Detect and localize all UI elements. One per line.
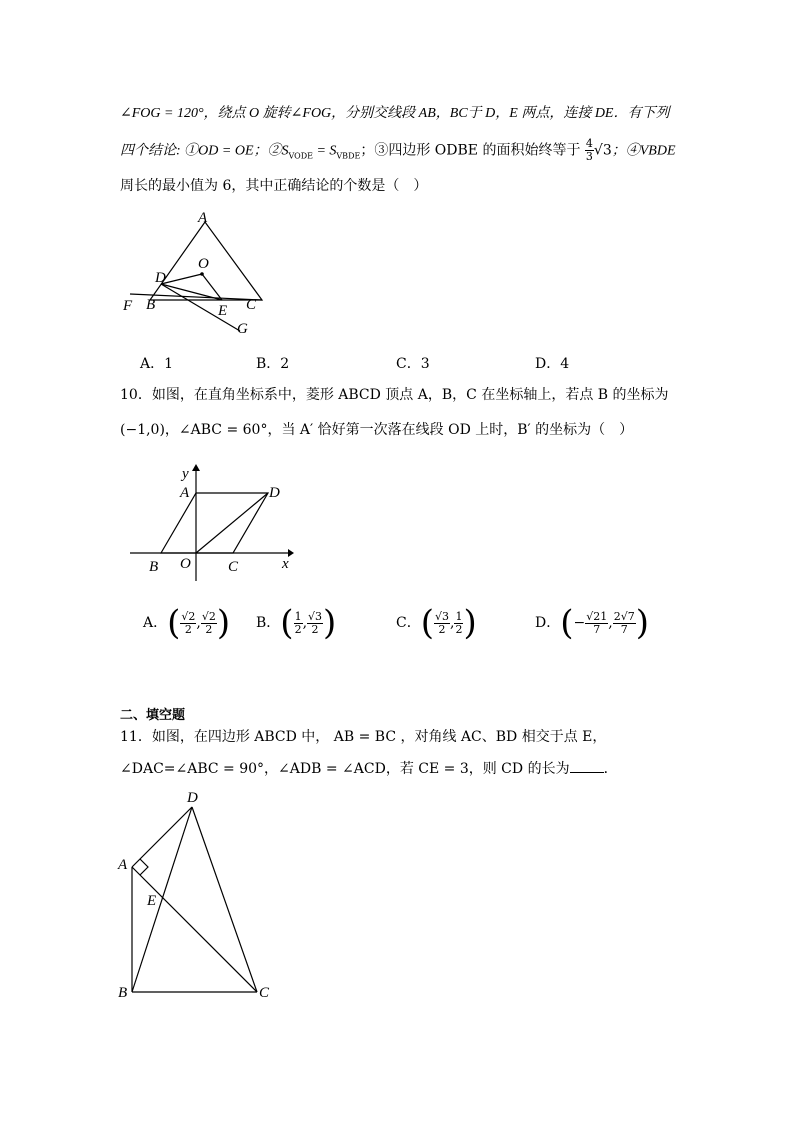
label-d: D: [187, 790, 198, 806]
section-heading-fill-in: 二、填空题: [120, 708, 186, 723]
label-f: F: [123, 298, 133, 314]
q9-option-c[interactable]: C．3: [396, 356, 430, 372]
label-c: C: [246, 297, 257, 313]
label-e: E: [147, 893, 157, 909]
q9-option-b[interactable]: B．2: [256, 356, 290, 372]
q10-option-d[interactable]: D．(− $\frac{√21}{7}$ , $\frac{2√7}{7}$ ): [535, 603, 649, 643]
label-a: A: [180, 485, 190, 501]
y-axis-arrow: [192, 464, 200, 471]
segment-od: [196, 493, 268, 553]
label-y: y: [182, 466, 189, 482]
q9-text-line1: ∠FOG = 120°，绕点 O 旋转∠FOG，分别交线段 AB，BC于 D，E 两点，连接 DE．有下列: [120, 106, 670, 121]
q11-figure-quadrilateral: [112, 785, 282, 1005]
segment-ad: [132, 807, 192, 867]
diagonal-bd: [132, 807, 192, 992]
q11-text-line2: ∠DAC=∠ABC = 90°，∠ADB = ∠ACD，若 CE = 3，则 CD 的长为 ．: [120, 758, 618, 779]
label-x: x: [282, 556, 289, 572]
q10-option-a[interactable]: A．( $\frac{√2}{2}$ , $\frac{√2}{2}$ ): [143, 603, 231, 643]
label-b: B: [146, 297, 156, 313]
q10-text-line2: (−1,0)，∠ABC = 60°，当 A′ 恰好第一次落在线段 OD 上时，B′ 的坐标为（ ）: [120, 422, 634, 438]
label-c: C: [259, 985, 270, 1001]
q10-text-line1: 10．如图，在直角坐标系中，菱形 ABCD 顶点 A，B，C 在坐标轴上，若点 B 的坐标为: [120, 387, 669, 403]
label-g: G: [237, 321, 248, 337]
x-axis-arrow: [288, 549, 294, 557]
label-b: B: [149, 559, 159, 575]
ray-og: [161, 284, 240, 331]
label-a: A: [118, 857, 128, 873]
q10-option-b[interactable]: B．( $\frac{1}{2}$ , $\frac{√3}{2}$ ): [256, 603, 337, 643]
label-a: A: [198, 210, 208, 226]
label-d: D: [155, 270, 166, 286]
rhombus-abcd: [161, 493, 268, 553]
label-o: O: [180, 556, 191, 572]
q10-figure-coordinates: [128, 463, 298, 581]
fraction-4-3: $\frac{4}{3}$: [585, 137, 593, 163]
q9-option-d[interactable]: D．4: [535, 356, 570, 372]
label-b: B: [118, 985, 128, 1001]
segment-de: [161, 284, 222, 300]
right-angle-marker: [140, 859, 148, 875]
label-o: O: [198, 256, 209, 272]
label-d: D: [269, 485, 280, 501]
point-o: [200, 272, 204, 276]
answer-blank[interactable]: [570, 758, 604, 773]
label-e: E: [218, 303, 228, 319]
segment-dc: [192, 807, 257, 992]
q11-text-line1: 11．如图，在四边形 ABCD 中， AB = BC ，对角线 AC、BD 相交于点 E，: [120, 729, 607, 745]
q9-text-line2: 四个结论: ①OD = OE；$②S_{VODE} = S_{VBDE}$；③四边形 ODBE 的面积始终等于 $\frac{4}{3}$ √3；④VBDE: [120, 137, 676, 163]
q10-option-c[interactable]: C．( $\frac{√3}{2}$ , $\frac{1}{2}$ ): [396, 603, 477, 643]
q9-text-line3: 周长的最小值为 6，其中正确结论的个数是（ ）: [120, 178, 428, 194]
label-c: C: [228, 559, 239, 575]
q9-figure-triangle: [110, 205, 280, 340]
diagonal-ac: [132, 867, 257, 992]
q9-option-a[interactable]: A．1: [140, 356, 174, 372]
